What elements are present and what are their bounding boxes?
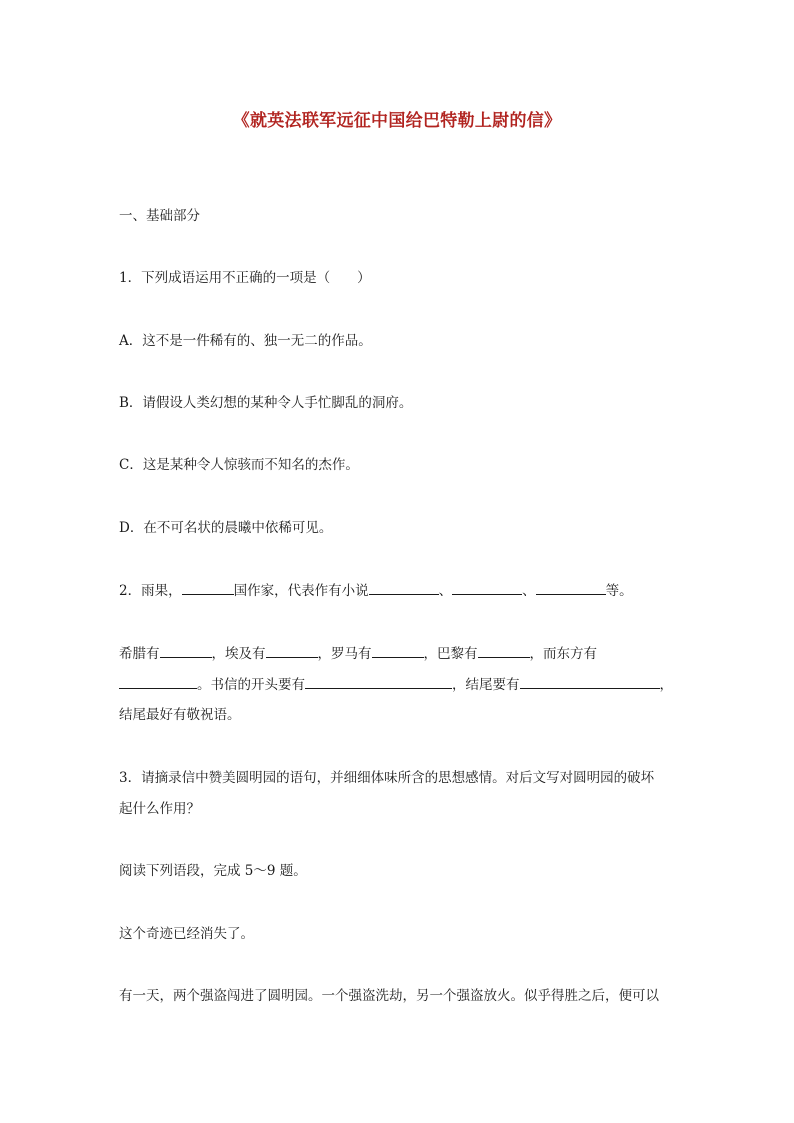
document-title: 《就英法联军远征中国给巴特勒上尉的信》 [232, 111, 562, 131]
question-1-stem: 1．下列成语运用不正确的一项是（ ） [119, 270, 371, 286]
question-3-line-2: 起什么作用？ [119, 801, 200, 817]
question-2-line-2 [119, 643, 597, 664]
q2-text: ，结尾要有 [452, 677, 520, 693]
fill-blank[interactable] [119, 674, 197, 689]
question-2-line-1 [119, 580, 633, 601]
question-3-line-1: 3．请摘录信中赞美圆明园的语句，并细细体味所含的思想感情。对后文写对圆明园的破坏 [119, 770, 655, 786]
passage-line-1: 这个奇迹已经消失了。 [119, 926, 254, 942]
q2-text: 希腊有 [119, 646, 160, 662]
q2-text: 国作家，代表作有小说 [233, 583, 369, 599]
fill-blank[interactable] [520, 674, 660, 689]
q2-text: 等。 [605, 583, 633, 599]
question-2-line-3 [119, 674, 673, 695]
question-1-option-a: A．这不是一件稀有的、独一无二的作品。 [119, 333, 372, 349]
q2-text: ，埃及有 [211, 646, 266, 662]
q2-text: ，罗马有 [317, 646, 372, 662]
q2-text: 。书信的开头要有 [197, 677, 305, 693]
question-2-line-4: 结尾最好有敬祝语。 [119, 707, 241, 723]
fill-blank[interactable] [372, 643, 424, 658]
fill-blank[interactable] [452, 580, 522, 595]
reading-intro: 阅读下列语段，完成 5～9 题。 [119, 863, 307, 879]
fill-blank[interactable] [266, 643, 318, 658]
question-1-option-d: D．在不可名状的晨曦中依稀可见。 [119, 520, 333, 536]
fill-blank[interactable] [305, 674, 452, 689]
question-1-option-b: B．请假设人类幻想的某种令人手忙脚乱的洞府。 [119, 395, 413, 411]
fill-blank[interactable] [182, 580, 234, 595]
fill-blank[interactable] [478, 643, 530, 658]
q2-text: 、 [522, 583, 536, 599]
q2-text: 、 [438, 583, 453, 599]
section-heading: 一、基础部分 [119, 208, 200, 224]
fill-blank[interactable] [160, 643, 212, 658]
q2-text: ，而东方有 [529, 646, 597, 662]
fill-blank[interactable] [536, 580, 606, 595]
passage-line-2: 有一天，两个强盗闯进了圆明园。一个强盗洗劫，另一个强盗放火。似乎得胜之后，便可以 [119, 988, 659, 1004]
q2-text: ， [659, 677, 673, 693]
q2-text: 2．雨果， [119, 583, 182, 599]
fill-blank[interactable] [369, 580, 439, 595]
question-1-option-c: C．这是某种令人惊骇而不知名的杰作。 [119, 457, 359, 473]
q2-text: ，巴黎有 [423, 646, 478, 662]
